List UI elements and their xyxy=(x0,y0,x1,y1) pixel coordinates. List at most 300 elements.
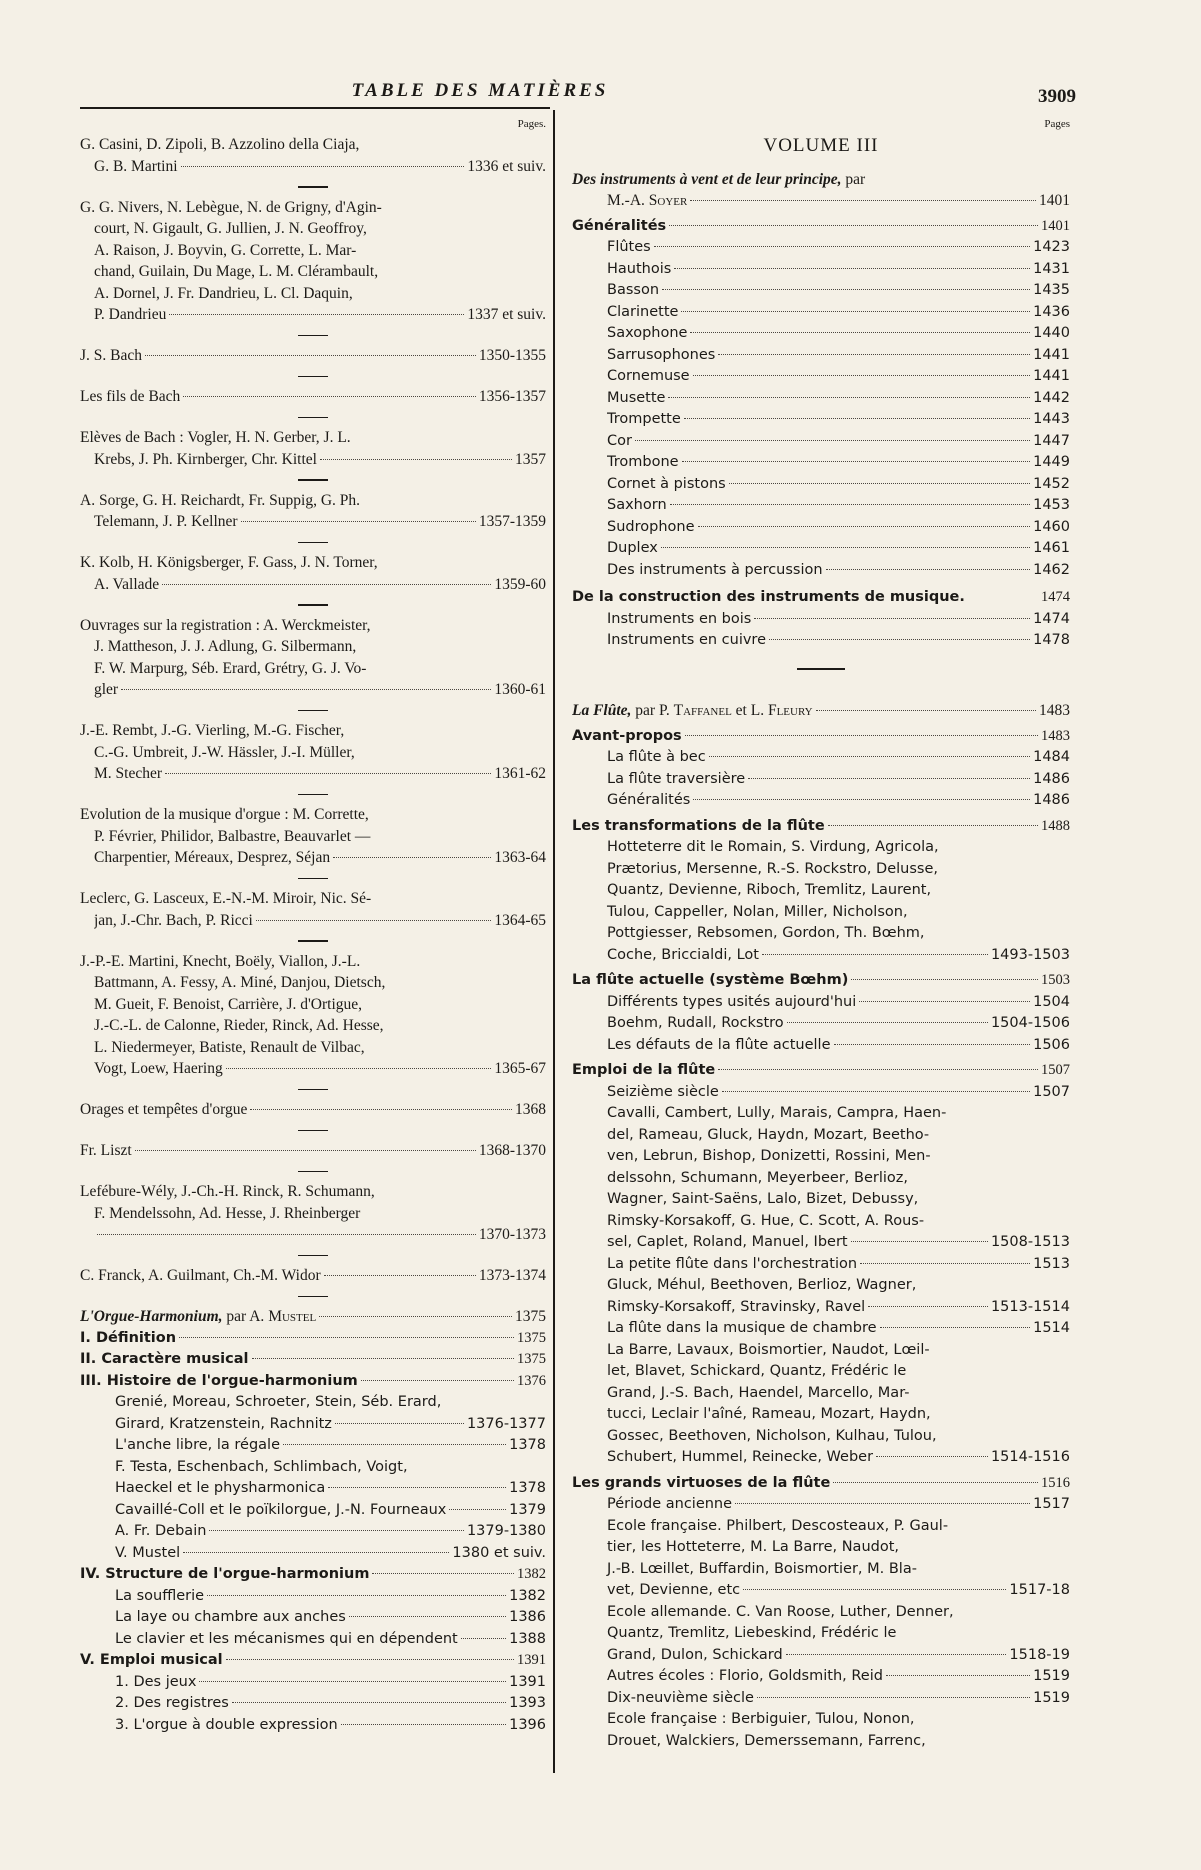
entry-text: Généralités xyxy=(607,792,691,808)
entry-text: Les transformations de la flûte xyxy=(572,817,825,834)
entry-text: Schubert, Hummel, Reinecke, Weber xyxy=(607,1449,874,1465)
entry-row xyxy=(572,280,1070,302)
generalites-entry: Généralités 1401 xyxy=(572,217,1070,234)
instrument-entry xyxy=(572,452,1070,474)
page-ref: 1449 xyxy=(1033,454,1070,470)
entry-row xyxy=(80,386,546,408)
entry-text: Elèves de Bach : Vogler, H. N. Gerber, J. L. xyxy=(80,429,351,446)
page-ref: 1508-1513 xyxy=(990,1234,1070,1250)
entry-text: Pottgiesser, Rebsomen, Gordon, Th. Bœhm, xyxy=(607,925,925,941)
entry-text: Rimsky-Korsakoff, Stravinsky, Ravel xyxy=(607,1298,866,1315)
sub-entry xyxy=(572,1688,1070,1710)
entry-text: Hotteterre dit le Romain, S. Virdung, Agricola, xyxy=(607,839,939,855)
harmonium-section xyxy=(80,1306,546,1736)
page-ref: 1431 xyxy=(1033,260,1070,277)
toc-entry xyxy=(80,386,546,408)
entry-separator xyxy=(298,710,328,712)
sub-entry xyxy=(80,1629,546,1651)
toc-entry xyxy=(80,888,546,931)
entry-text: IV. Structure de l'orgue-harmonium xyxy=(80,1566,370,1582)
page-ref: 1504 xyxy=(1033,993,1070,1010)
entry-text: M. Gueit, F. Benoist, Carrière, J. d'Ortigue, xyxy=(94,995,363,1013)
page-ref: 1516 xyxy=(1041,1474,1070,1491)
entry-text: V. Emploi musical xyxy=(80,1652,223,1668)
entry-text: sel, Caplet, Roland, Manuel, Ibert xyxy=(607,1234,848,1250)
left-column xyxy=(80,118,546,1736)
page-ref: 1396 xyxy=(509,1716,546,1733)
sub-entry xyxy=(572,837,1070,966)
sub-entry xyxy=(572,1013,1070,1035)
entry-row xyxy=(80,679,546,701)
entry-row xyxy=(572,452,1070,474)
entry-text: tier, les Hotteterre, M. La Barre, Naudot, xyxy=(607,1539,900,1555)
harmonium-heading: L'Orgue-Harmonium, par A. Mustel 1375 xyxy=(80,1306,546,1328)
entry-text: Les grands virtuoses de la flûte xyxy=(572,1474,831,1491)
entry-text: La flûte dans la musique de chambre xyxy=(607,1320,877,1336)
entry-text: C. Franck, A. Guilmant, Ch.-M. Widor xyxy=(80,1267,321,1284)
instrument-entry xyxy=(572,388,1070,410)
entry-row xyxy=(80,1500,546,1522)
entry-text: Cavalli, Cambert, Lully, Marais, Campra, Haen- xyxy=(607,1105,947,1121)
toc-entry xyxy=(80,951,546,1080)
entry-text: Quantz, Devienne, Riboch, Tremlitz, Laurent, xyxy=(607,882,932,898)
entry-text: Ecole française : Berbiguier, Tulou, Nonon, xyxy=(607,1711,915,1727)
entry-row xyxy=(80,1265,546,1287)
entry-text: Cor xyxy=(607,432,632,449)
sub-entry xyxy=(80,1693,546,1715)
page-ref: 1443 xyxy=(1033,411,1070,427)
entry-text: Prætorius, Mersenne, R.-S. Rockstro, Delusse, xyxy=(607,860,938,877)
entry-row xyxy=(572,259,1070,281)
page-ref: 1513 xyxy=(1033,1255,1070,1272)
entry-separator xyxy=(298,417,328,419)
section-entry xyxy=(80,1650,546,1672)
entry-text: J.-B. Lœillet, Buffardin, Boismortier, M. Bla- xyxy=(607,1560,917,1577)
entry-text: G. Casini, D. Zipoli, B. Azzolino della Ciaja, xyxy=(80,136,360,153)
entry-separator xyxy=(298,376,328,378)
instruments-author: M.-A. Soyer 1401 xyxy=(572,190,1070,212)
page-ref: 1375 xyxy=(517,1329,546,1346)
construction-entry: De la construction des instruments de musique. 1474 xyxy=(572,589,1070,605)
entry-text: Le clavier et les mécanismes qui en dépendent xyxy=(115,1630,458,1647)
entry-row xyxy=(572,747,1070,769)
page-ref: 1360-61 xyxy=(494,681,546,698)
sub-entry xyxy=(80,1521,546,1543)
page-ref: 1442 xyxy=(1033,389,1070,406)
entry-text: P. Février, Philidor, Balbastre, Beauvarlet — xyxy=(94,827,371,845)
entry-text: Rimsky-Korsakoff, G. Hue, C. Scott, A. Rous- xyxy=(607,1212,925,1229)
page-ref: 1478 xyxy=(1033,632,1070,648)
page-ref: 1517-18 xyxy=(1009,1582,1070,1598)
entry-text: Girard, Kratzenstein, Rachnitz xyxy=(115,1415,332,1432)
page-ref: 1440 xyxy=(1033,325,1070,341)
sub-entry xyxy=(572,1494,1070,1516)
entry-text: A. Sorge, G. H. Reichardt, Fr. Suppig, G. Ph. xyxy=(80,491,361,509)
page-ref: 1379-1380 xyxy=(466,1523,546,1539)
entry-row xyxy=(572,1297,1070,1319)
entry-row xyxy=(572,1494,1070,1516)
entry-text: Sudrophone xyxy=(607,518,695,535)
page-ref: 1514 xyxy=(1033,1320,1070,1336)
page-ref: 1386 xyxy=(509,1609,546,1625)
author-name: Mustel xyxy=(268,1308,317,1325)
entry-text: J.-P.-E. Martini, Knecht, Boëly, Viallon, J.-L. xyxy=(80,952,361,970)
entry-text: L'anche libre, la régale xyxy=(115,1437,281,1453)
sub-entry xyxy=(572,1602,1070,1667)
instruments-section xyxy=(572,169,1070,652)
page-ref: 1493-1503 xyxy=(990,946,1070,963)
entry-text: jan, J.-Chr. Bach, P. Ricci xyxy=(94,911,253,929)
entry-text: Trombone xyxy=(607,454,679,470)
entry-row xyxy=(572,1645,1070,1667)
entry-text: J. Mattheson, J. J. Adlung, G. Silbermann, xyxy=(94,638,357,655)
page-ref: 1486 xyxy=(1033,770,1070,787)
entry-text: Autres écoles : Florio, Goldsmith, Reid xyxy=(607,1668,883,1684)
entry-text: Lefébure-Wély, J.-Ch.-H. Rinck, R. Schumann, xyxy=(80,1183,375,1200)
entry-row xyxy=(80,910,546,932)
entry-row xyxy=(572,1060,1070,1082)
entry-text: A. Raison, J. Boyvin, G. Corrette, L. Mar- xyxy=(94,241,357,259)
entry-text: Seizième siècle xyxy=(607,1083,719,1100)
toc-entry xyxy=(80,1265,546,1287)
entry-text: Les défauts de la flûte actuelle xyxy=(607,1036,831,1053)
flute-title: La Flûte, xyxy=(572,702,632,719)
sub-entry xyxy=(80,1586,546,1608)
entry-text: Coche, Briccialdi, Lot xyxy=(607,946,759,963)
entry-text: Sarrusophones xyxy=(607,346,716,363)
flute-heading: La Flûte, par P. Taffanel et L. Fleury 1483 xyxy=(572,700,1070,722)
entry-text: Instruments en cuivre xyxy=(607,632,766,648)
section-entry xyxy=(80,1371,546,1393)
sub-entry xyxy=(572,1666,1070,1688)
entry-row xyxy=(572,1254,1070,1276)
entry-text: court, N. Gigault, G. Jullien, J. N. Geoffroy, xyxy=(94,220,367,237)
toc-entry xyxy=(80,490,546,533)
page-ref: 1401 xyxy=(1039,192,1070,209)
entry-text: G. B. Martini xyxy=(94,157,178,175)
entry-separator xyxy=(298,1130,328,1132)
page-ref: 1504-1506 xyxy=(990,1015,1070,1031)
page-ref: 1453 xyxy=(1033,497,1070,513)
page-ref: 1359-60 xyxy=(494,575,546,593)
page-ref: 1462 xyxy=(1033,561,1070,578)
page-ref: 1379 xyxy=(509,1501,546,1518)
entry-row xyxy=(572,388,1070,410)
page-ref: 1441 xyxy=(1033,368,1070,384)
entry-row xyxy=(572,323,1070,345)
entry-row xyxy=(572,790,1070,812)
header-rule xyxy=(80,107,550,109)
entry-row xyxy=(572,517,1070,539)
entry-text: F. W. Marpurg, Séb. Erard, Grétry, G. J. Vo- xyxy=(94,659,367,677)
entry-row xyxy=(572,474,1070,496)
entry-text: Saxophone xyxy=(607,325,688,341)
page-ref: 1460 xyxy=(1033,518,1070,535)
page-ref: 1337 et suiv. xyxy=(467,306,546,323)
entry-separator xyxy=(298,479,328,481)
sub-entry xyxy=(80,1715,546,1737)
entry-text: Boehm, Rudall, Rockstro xyxy=(607,1015,784,1031)
instrument-entry xyxy=(572,409,1070,431)
entry-separator xyxy=(298,604,328,606)
page-ref: 1388 xyxy=(509,1630,546,1647)
entry-row xyxy=(80,1672,546,1694)
entry-row xyxy=(80,847,546,869)
entry-row xyxy=(572,609,1070,631)
entry-text: M. Stecher xyxy=(94,765,163,782)
composer-entries xyxy=(80,134,546,1297)
sub-entry xyxy=(80,1457,546,1500)
entry-row xyxy=(80,1058,546,1080)
entry-text: Telemann, J. P. Kellner xyxy=(94,513,238,530)
section-entry xyxy=(572,1060,1070,1082)
entry-text: gler xyxy=(94,681,119,698)
instrument-entry xyxy=(572,630,1070,652)
entry-text: Avant-propos xyxy=(572,727,682,744)
entry-text: P. Dandrieu xyxy=(94,306,167,323)
page-ref: 1436 xyxy=(1033,303,1070,320)
entry-row xyxy=(80,1607,546,1629)
instrument-entry xyxy=(572,609,1070,631)
entry-separator xyxy=(298,1171,328,1173)
entry-text: Ecole allemande. C. Van Roose, Luther, Denner, xyxy=(607,1603,954,1620)
entry-text: tucci, Leclair l'aîné, Rameau, Mozart, Haydn, xyxy=(607,1406,931,1422)
sub-entry xyxy=(572,1516,1070,1602)
page-number: 3909 xyxy=(1038,86,1076,107)
page-ref: 1461 xyxy=(1033,540,1070,556)
sub-entry xyxy=(572,1709,1070,1752)
entry-row xyxy=(572,1666,1070,1688)
entry-text: Leclerc, G. Lasceux, E.-N.-M. Miroir, Nic. Sé- xyxy=(80,890,372,907)
entry-text: Les fils de Bach xyxy=(80,388,181,405)
sub-entry xyxy=(572,1275,1070,1318)
page-ref: 1376-1377 xyxy=(466,1415,546,1432)
entry-text: Cavaillé-Coll et le poïkilorgue, J.-N. Fourneaux xyxy=(115,1501,447,1518)
instrument-entry xyxy=(572,323,1070,345)
entry-text: L. Niedermeyer, Batiste, Renault de Vilbac, xyxy=(94,1038,365,1056)
toc-entry xyxy=(80,427,546,470)
entry-text: La Barre, Lavaux, Boismortier, Naudot, Lœil- xyxy=(607,1341,930,1358)
entry-row xyxy=(80,449,546,471)
page-ref: 1356-1357 xyxy=(478,388,546,405)
page-ref: 1364-65 xyxy=(494,911,546,929)
page-ref: 1336 et suiv. xyxy=(467,157,546,175)
instrument-entry xyxy=(572,237,1070,259)
entry-text: Evolution de la musique d'orgue : M. Corrette, xyxy=(80,806,369,823)
toc-entry xyxy=(80,134,546,177)
entry-text: Battmann, A. Fessy, A. Miné, Danjou, Dietsch, xyxy=(94,974,386,991)
entry-text: I. Définition xyxy=(80,1329,177,1346)
entry-row xyxy=(80,1099,546,1121)
page-ref: 1378 xyxy=(509,1480,546,1496)
entry-text: Charpentier, Méreaux, Desprez, Séjan xyxy=(94,849,331,866)
column-divider xyxy=(553,110,555,1773)
entry-row xyxy=(80,1224,546,1246)
entry-text: K. Kolb, H. Königsberger, F. Gass, J. N. Torner, xyxy=(80,554,378,571)
page-ref: 1382 xyxy=(509,1587,546,1604)
page-ref: 1483 xyxy=(1041,727,1070,744)
entry-text: Dix-neuvième siècle xyxy=(607,1689,754,1706)
entry-text: La flûte traversière xyxy=(607,770,746,787)
sub-entry xyxy=(572,1318,1070,1340)
entry-text: La flûte à bec xyxy=(607,749,706,765)
entry-row xyxy=(572,345,1070,367)
entry-text: Vogt, Loew, Haering xyxy=(94,1060,223,1077)
page-ref: 1350-1355 xyxy=(478,347,546,364)
entry-text: Duplex xyxy=(607,540,658,556)
entry-text: A. Vallade xyxy=(94,575,160,593)
entry-row xyxy=(572,1447,1070,1469)
page-ref: 1474 xyxy=(1033,610,1070,627)
entry-text: Clarinette xyxy=(607,303,679,320)
page-ref: 1378 xyxy=(509,1437,546,1453)
section-entry xyxy=(80,1328,546,1350)
page-ref: 1503 xyxy=(1041,972,1070,988)
entry-text: La flûte actuelle (système Bœhm) xyxy=(572,972,849,988)
entry-text: C.-G. Umbreit, J.-W. Hässler, J.-I. Müller, xyxy=(94,743,355,761)
instrument-entry xyxy=(572,517,1070,539)
section-separator xyxy=(797,668,845,671)
entry-row xyxy=(572,816,1070,838)
entry-text: A. Fr. Debain xyxy=(115,1523,207,1539)
entry-row xyxy=(572,1580,1070,1602)
entry-text: Trompette xyxy=(607,411,681,427)
volume-heading: VOLUME III xyxy=(763,135,879,156)
entry-row xyxy=(80,1478,546,1500)
entry-text: Gluck, Méhul, Beethoven, Berlioz, Wagner, xyxy=(607,1277,917,1293)
entry-separator xyxy=(298,335,328,337)
entry-text: delssohn, Schumann, Meyerbeer, Berlioz, xyxy=(607,1169,908,1186)
toc-entry xyxy=(80,615,546,701)
entry-text: Grenié, Moreau, Schroeter, Stein, Séb. Erard, xyxy=(115,1394,442,1410)
page-ref: 1513-1514 xyxy=(990,1298,1070,1315)
entry-text: Instruments en bois xyxy=(607,610,752,627)
instrument-entry xyxy=(572,259,1070,281)
entry-text: III. Histoire de l'orgue-harmonium xyxy=(80,1372,358,1389)
entry-text: Emploi de la flûte xyxy=(572,1062,716,1078)
entry-text: vet, Devienne, etc xyxy=(607,1582,741,1598)
entry-text: Cornemuse xyxy=(607,368,690,384)
entry-text: La laye ou chambre aux anches xyxy=(115,1609,346,1625)
entry-text: Haeckel et le physharmonica xyxy=(115,1480,326,1496)
entry-text: 3. L'orgue à double expression xyxy=(115,1716,338,1733)
entry-separator xyxy=(298,186,328,188)
section-entry xyxy=(572,726,1070,748)
entry-text: Orages et tempêtes d'orgue xyxy=(80,1101,248,1118)
sub-entry xyxy=(80,1392,546,1435)
entry-text: 1. Des jeux xyxy=(115,1673,197,1690)
page-ref: 1365-67 xyxy=(494,1060,546,1077)
entry-row xyxy=(572,1082,1070,1104)
entry-text: Wagner, Saint-Saëns, Lalo, Bizet, Debussy, xyxy=(607,1191,919,1207)
entry-row xyxy=(80,574,546,596)
entry-row xyxy=(572,726,1070,748)
entry-text: 2. Des registres xyxy=(115,1695,229,1711)
entry-text: J. S. Bach xyxy=(80,347,142,364)
entry-text: Fr. Liszt xyxy=(80,1142,132,1159)
page-ref: 1380 et suiv. xyxy=(452,1544,546,1561)
instrument-entry xyxy=(572,560,1070,582)
entry-text: ven, Lebrun, Bishop, Donizetti, Rossini, Men- xyxy=(607,1148,931,1164)
sub-entry xyxy=(572,992,1070,1014)
entry-text: Ouvrages sur la registration : A. Werckmeister, xyxy=(80,616,371,634)
entry-row xyxy=(80,345,546,367)
harmonium-title: L'Orgue-Harmonium, xyxy=(80,1308,223,1325)
page-ref: 1519 xyxy=(1033,1668,1070,1684)
entry-text: chand, Guilain, Du Mage, L. M. Clérambault, xyxy=(94,263,379,280)
entry-text: Drouet, Walckiers, Demerssemann, Farrenc, xyxy=(607,1732,926,1749)
page-ref: 1361-62 xyxy=(494,765,546,782)
entry-text: del, Rameau, Gluck, Haydn, Mozart, Beetho- xyxy=(607,1126,930,1143)
entry-row xyxy=(572,1318,1070,1340)
right-column xyxy=(572,118,1070,1752)
entry-text: Différents types usités aujourd'hui xyxy=(607,993,857,1010)
entry-text: II. Caractère musical xyxy=(80,1351,249,1367)
page-ref: 1376 xyxy=(517,1372,546,1389)
entry-separator xyxy=(298,794,328,796)
entry-text: Quantz, Tremlitz, Liebeskind, Frédéric le xyxy=(607,1625,897,1641)
entry-text: Période ancienne xyxy=(607,1496,733,1512)
instrument-entry xyxy=(572,495,1070,517)
entry-text: F. Mendelssohn, Ad. Hesse, J. Rheinberger xyxy=(94,1204,361,1222)
sub-entry xyxy=(80,1607,546,1629)
toc-entry xyxy=(80,1140,546,1162)
instrument-entry xyxy=(572,345,1070,367)
entry-text: A. Dornel, J. Fr. Dandrieu, L. Cl. Daquin, xyxy=(94,284,353,302)
sub-entry xyxy=(572,747,1070,769)
page-ref: 1452 xyxy=(1033,475,1070,492)
page-ref: 1368 xyxy=(515,1101,546,1118)
instrument-entry xyxy=(572,431,1070,453)
entry-text: Tulou, Cappeller, Nolan, Miller, Nicholson, xyxy=(607,903,908,920)
sub-entry xyxy=(80,1435,546,1457)
page-ref: 1375 xyxy=(517,1351,546,1367)
page-ref: 1506 xyxy=(1033,1036,1070,1053)
flute-section xyxy=(572,700,1070,1752)
instrument-entry xyxy=(572,280,1070,302)
author-name: Soyer xyxy=(648,192,688,209)
entry-text: Des instruments à percussion xyxy=(607,561,823,578)
entry-row xyxy=(80,156,546,178)
instrument-entry xyxy=(572,538,1070,560)
running-title: TABLE DES MATIÈRES xyxy=(351,80,609,101)
page-ref: 1368-1370 xyxy=(478,1142,546,1159)
toc-entry xyxy=(80,804,546,869)
page-ref: 1484 xyxy=(1033,749,1070,765)
page-ref: 1393 xyxy=(509,1695,546,1711)
page-ref: 1357 xyxy=(515,450,546,468)
toc-entry xyxy=(80,1099,546,1121)
entry-text: J.-E. Rembt, J.-G. Vierling, M.-G. Fischer, xyxy=(80,722,345,739)
entry-row xyxy=(572,302,1070,324)
entry-row xyxy=(572,431,1070,453)
entry-row xyxy=(572,1013,1070,1035)
entry-row xyxy=(572,366,1070,388)
pages-label: Pages. xyxy=(517,118,546,130)
entry-text: J.-C.-L. de Calonne, Rieder, Rinck, Ad. Hesse, xyxy=(94,1017,384,1034)
section-entry xyxy=(572,816,1070,838)
entry-text: La soufflerie xyxy=(115,1587,205,1604)
entry-row xyxy=(572,1473,1070,1495)
sub-entry xyxy=(572,769,1070,791)
sub-entry xyxy=(572,1035,1070,1057)
entry-row xyxy=(572,1688,1070,1710)
entry-row xyxy=(572,237,1070,259)
entry-text: La petite flûte dans l'orchestration xyxy=(607,1255,858,1272)
entry-text: Flûtes xyxy=(607,239,651,255)
entry-text: Ecole française. Philbert, Descosteaux, P. Gaul- xyxy=(607,1517,949,1534)
page-ref: 1357-1359 xyxy=(478,513,546,530)
